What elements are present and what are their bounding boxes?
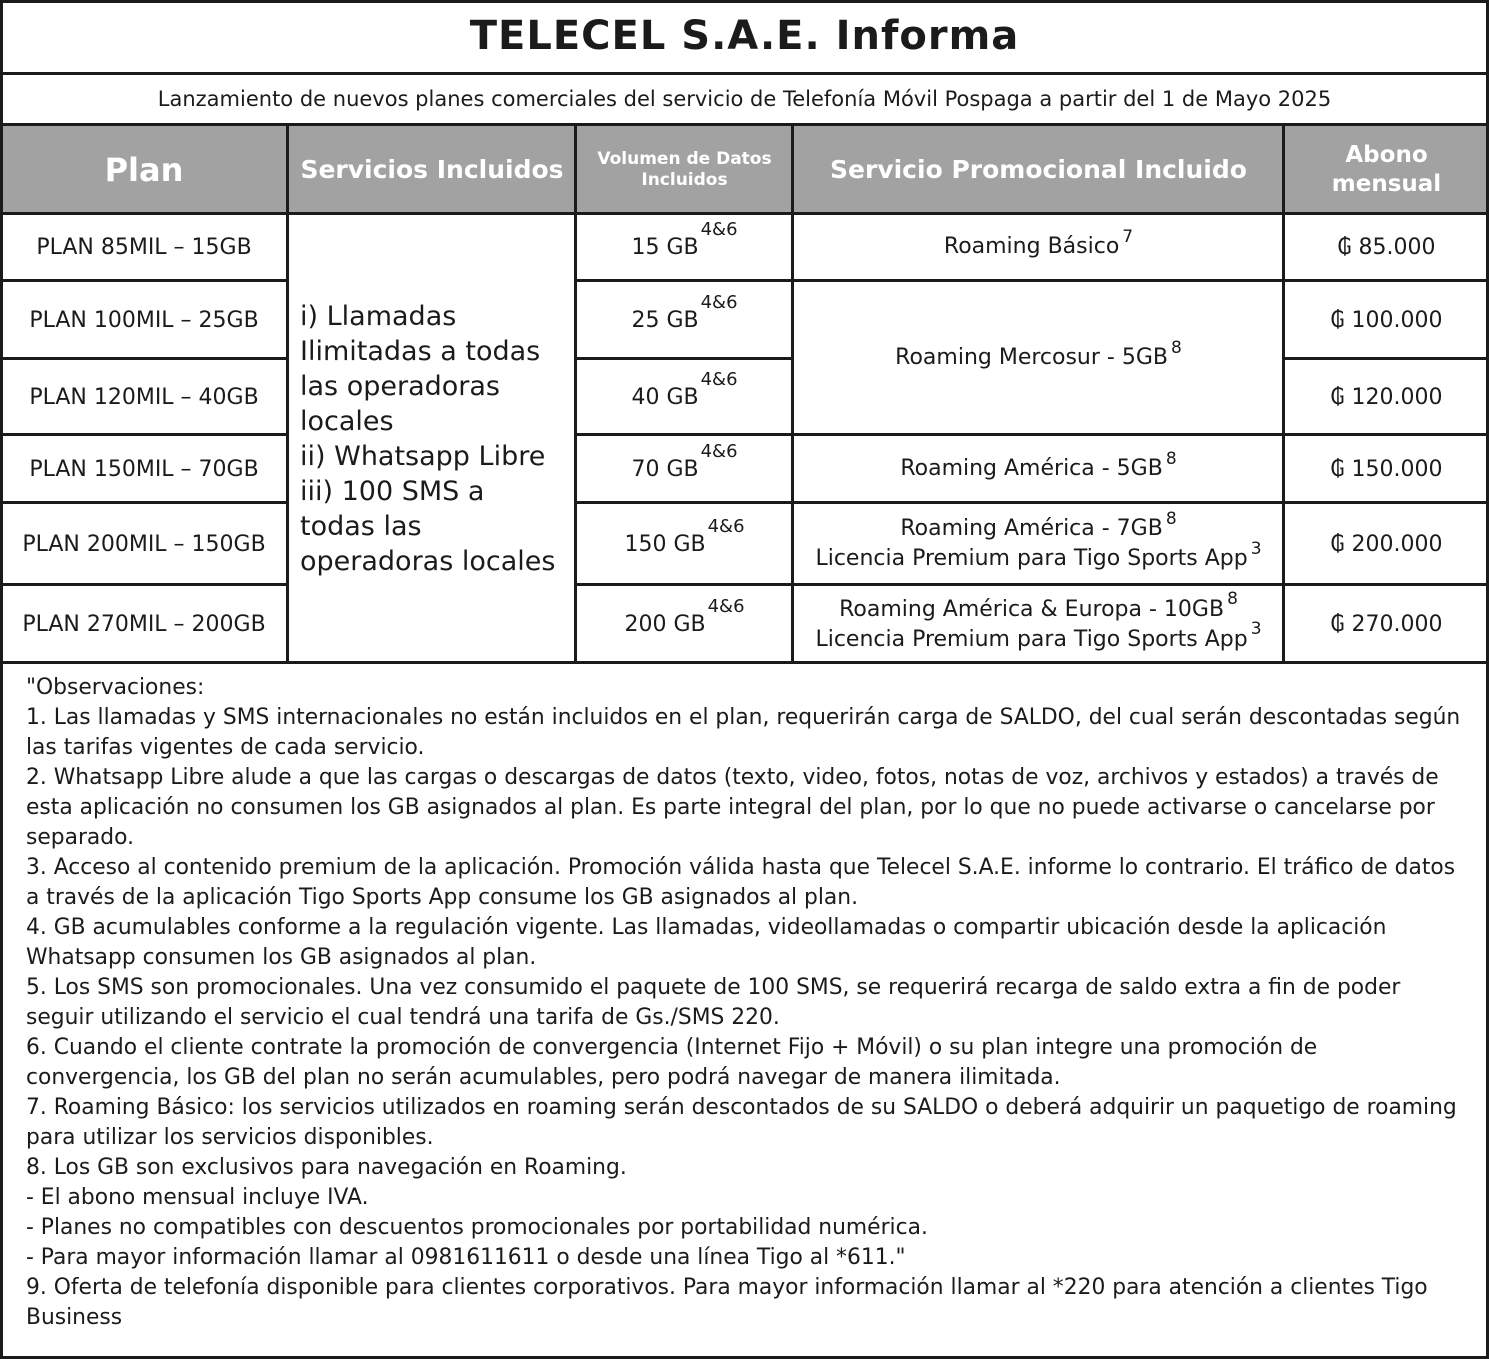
note: 9. Oferta de telefonía disponible para clientes corporativos. Para mayor información llamar al *220 para atención a clientes Tigo Business — [26, 1275, 1428, 1330]
divider — [0, 279, 288, 282]
note: - Para mayor información llamar al 0981611611 o desde una línea Tigo al *611." — [26, 1245, 906, 1270]
data-volume-value: 70 GB — [631, 456, 699, 482]
promo-cell — [793, 504, 1284, 584]
footnote-ref: 4&6 — [707, 515, 745, 537]
services-line: i) Llamadas — [300, 300, 457, 332]
note: 3. Acceso al contenido premium de la aplicación. Promoción válida hasta que Telecel S.A.E. informe lo contrario. El tráfico de datos a través de la aplicación Tigo Sports App consume los GB asignados al plan. — [26, 855, 1456, 910]
header-promo: Servicio Promocional Incluido — [793, 126, 1284, 214]
divider — [576, 583, 1489, 586]
divider — [576, 433, 1489, 436]
plan-name: PLAN 200MIL – 150GB — [22, 531, 266, 557]
divider — [1282, 126, 1285, 664]
header-plan: Plan — [0, 126, 288, 214]
plan-name: PLAN 270MIL – 200GB — [22, 612, 266, 637]
promo-cell — [793, 214, 1284, 280]
note: 6. Cuando el cliente contrate la promoción de convergencia (Internet Fijo + Móvil) o su plan integre una promoción de convergencia, los GB del plan no serán acumulables, pero podrá navegar de manera ilimitada. — [26, 1035, 1318, 1090]
promo-text: Licencia Premium para Tigo Sports App — [815, 626, 1248, 652]
plan-name: PLAN 150MIL – 70GB — [29, 456, 259, 482]
note: 2. Whatsapp Libre alude a que las cargas o descargas de datos (texto, video, fotos, notas de voz, archivos y estados) a través de esta aplicación no consumen los GB asignados al plan. Es parte integral del plan, por lo que no puede activarse o cancelarse por separado. — [26, 765, 1439, 850]
data-volume — [576, 586, 793, 663]
promo-text: Roaming Mercosur - 5GB — [895, 345, 1168, 371]
note: - El abono mensual incluye IVA. — [26, 1185, 369, 1210]
note: - Planes no compatibles con descuentos promocionales por portabilidad numérica. — [26, 1215, 928, 1240]
divider — [791, 126, 794, 664]
monthly-price: ₲ 100.000 — [1330, 307, 1443, 333]
data-volume-value: 200 GB — [624, 612, 706, 637]
subtitle: Lanzamiento de nuevos planes comerciales del servicio de Telefonía Móvil Pospaga a partir del 1 de Mayo 2025 — [0, 72, 1489, 126]
promo-text: Roaming América - 7GB — [900, 516, 1163, 542]
divider — [576, 279, 1489, 282]
footnote-ref: 4&6 — [707, 596, 745, 617]
divider — [576, 357, 793, 360]
data-volume-value: 15 GB — [631, 234, 699, 260]
page-title: TELECEL S.A.E. Informa — [469, 13, 1020, 59]
divider — [286, 126, 289, 664]
plan-name: PLAN 85MIL – 15GB — [36, 234, 252, 260]
note: 4. GB acumulables conforme a la regulación vigente. Las llamadas, videollamadas o compartir ubicación desde la aplicación Whatsapp consumen los GB asignados al plan. — [26, 915, 1387, 970]
plan-name: PLAN 100MIL – 25GB — [29, 307, 259, 333]
footnote-ref: 7 — [1122, 226, 1134, 247]
note: 8. Los GB son exclusivos para navegación en Roaming. — [26, 1155, 627, 1180]
promo-cell — [793, 586, 1284, 663]
monthly-price: ₲ 120.000 — [1330, 384, 1443, 410]
services-line: operadoras locales — [300, 545, 556, 577]
divider — [0, 501, 288, 504]
footnote-ref: 3 — [1250, 538, 1262, 559]
data-volume — [576, 504, 793, 584]
note: 5. Los SMS son promocionales. Una vez consumido el paquete de 100 SMS, se requerirá recarga de saldo extra a fin de poder seguir utilizando el servicio el cual tendrá una tarifa de Gs./SMS 220. — [26, 975, 1401, 1030]
promo-text: Roaming América - 5GB — [900, 456, 1163, 482]
footnote-ref: 4&6 — [700, 368, 738, 390]
divider — [0, 212, 1489, 215]
divider — [0, 357, 288, 360]
data-volume-value: 25 GB — [631, 307, 699, 333]
promo-text: Roaming Básico — [943, 234, 1120, 260]
divider — [1284, 357, 1489, 360]
data-volume-value: 150 GB — [624, 531, 706, 557]
divider — [0, 433, 288, 436]
divider — [576, 501, 1489, 504]
monthly-price: ₲ 270.000 — [1330, 612, 1443, 637]
data-volume — [576, 360, 793, 434]
footnote-ref: 8 — [1171, 337, 1182, 358]
footnote-ref: 8 — [1165, 508, 1177, 529]
footnote-ref: 8 — [1227, 589, 1238, 610]
services-line: ii) Whatsapp Libre — [300, 440, 546, 472]
footnote-ref: 4&6 — [700, 291, 738, 313]
plan-name: PLAN 120MIL – 40GB — [29, 384, 259, 410]
footnote-ref: 8 — [1165, 448, 1177, 469]
promo-text: Roaming América & Europa - 10GB — [839, 596, 1225, 622]
promo-cell — [793, 282, 1284, 434]
header-services: Servicios Incluidos — [288, 126, 576, 214]
footnote-ref: 4&6 — [700, 218, 738, 240]
data-volume — [576, 282, 793, 358]
note: 1. Las llamadas y SMS internacionales no están incluidos en el plan, requerirán carga de SALDO, del cual serán descontadas según las tarifas vigentes de cada servicio. — [26, 705, 1461, 760]
header-price: Abono mensual — [1284, 126, 1489, 214]
monthly-price: ₲ 85.000 — [1337, 234, 1436, 260]
services-included — [290, 214, 574, 663]
monthly-price: ₲ 150.000 — [1330, 456, 1443, 482]
divider — [0, 583, 288, 586]
monthly-price: ₲ 200.000 — [1330, 531, 1443, 557]
data-volume — [576, 214, 793, 280]
services-line: todas las — [300, 510, 422, 542]
services-line: locales — [300, 405, 394, 437]
footnote-ref: 3 — [1250, 619, 1262, 640]
observations — [0, 663, 1489, 1359]
promo-text: Licencia Premium para Tigo Sports App — [815, 546, 1248, 571]
services-line: las operadoras — [300, 370, 500, 402]
data-volume — [576, 436, 793, 502]
divider — [574, 126, 577, 664]
note: 7. Roaming Básico: los servicios utilizados en roaming serán descontados de su SALDO o deberá adquirir un paquetigo de roaming para utilizar los servicios disponibles. — [26, 1095, 1457, 1150]
footnote-ref: 4&6 — [700, 440, 738, 462]
note: "Observaciones: — [26, 675, 205, 700]
services-line: iii) 100 SMS a — [300, 475, 485, 507]
data-volume-value: 40 GB — [631, 384, 699, 410]
header-volume: Volumen de Datos Incluidos — [576, 126, 793, 214]
promo-cell — [793, 436, 1284, 502]
services-line: Ilimitadas a todas — [300, 335, 541, 367]
